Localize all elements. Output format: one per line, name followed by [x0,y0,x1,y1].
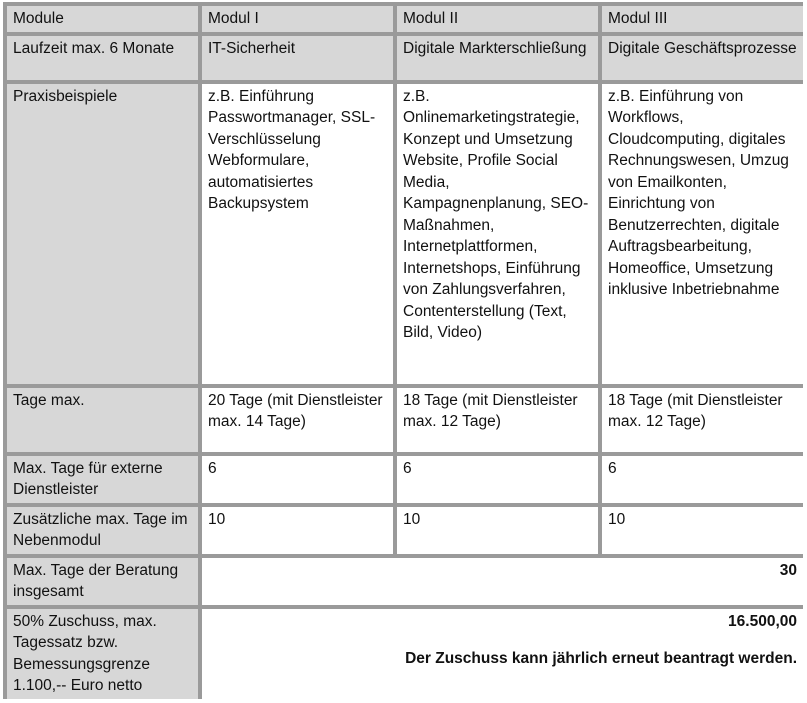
header-modul-3: Modul III [602,6,803,32]
tage-max-modul-1: 20 Tage (mit Dienstleister max. 14 Tage) [202,388,393,452]
praxisbeispiele-modul-3: z.B. Einführung von Workflows, Cloudcomputing, digitales Rechnungswesen, Umzug von Emailkonten, Einrichtung von Benutzerrechten, digitale Auftragsbearbeitung, Homeoffice, Umsetzung inklusive Inbetriebnahme [602,84,803,384]
zuschuss-cell [202,609,803,699]
laufzeit-modul-3: Digitale Geschäftsprozesse [602,36,803,80]
externe-dienstleister-label: Max. Tage für externe Dienstleister [7,456,198,503]
praxisbeispiele-row [7,84,803,384]
funding-table-container [3,2,803,699]
nebenmodul-modul-3: 10 [602,507,803,554]
tage-max-label: Tage max. [7,388,198,452]
laufzeit-modul-1: IT-Sicherheit [202,36,393,80]
header-modul-1: Modul I [202,6,393,32]
praxisbeispiele-modul-2: z.B. Onlinemarketingstrategie, Konzept und Umsetzung Website, Profile Social Media, Kampagnenplanung, SEO-Maßnahmen, Internetplattformen, Internetshops, Einführung von Zahlungsverfahren, Contenterstellung (Text, Bild, Video) [397,84,598,384]
nebenmodul-row [7,507,803,554]
beratung-gesamt-value: 30 [202,558,803,605]
zuschuss-value: 16.500,00 [728,612,797,630]
zuschuss-label: 50% Zuschuss, max. Tagessatz bzw. Bemessungsgrenze 1.100,-- Euro netto [7,609,198,699]
beratung-gesamt-row [7,558,803,605]
tage-max-modul-3: 18 Tage (mit Dienstleister max. 12 Tage) [602,388,803,452]
tage-max-modul-2: 18 Tage (mit Dienstleister max. 12 Tage) [397,388,598,452]
nebenmodul-modul-1: 10 [202,507,393,554]
praxisbeispiele-modul-1: z.B. Einführung Passwortmanager, SSL-Verschlüsselung Webformulare, automatisiertes Backupsystem [202,84,393,384]
funding-modules-table [3,2,807,703]
laufzeit-modul-2: Digitale Markterschließung [397,36,598,80]
laufzeit-label: Laufzeit max. 6 Monate [7,36,198,80]
header-module: Module [7,6,198,32]
externe-dienstleister-modul-2: 6 [397,456,598,503]
laufzeit-row [7,36,803,80]
nebenmodul-label: Zusätzliche max. Tage im Nebenmodul [7,507,198,554]
header-modul-2: Modul II [397,6,598,32]
externe-dienstleister-row [7,456,803,503]
zuschuss-note: Der Zuschuss kann jährlich erneut beantragt werden. [405,650,797,667]
nebenmodul-modul-2: 10 [397,507,598,554]
table-header-row [7,6,803,32]
praxisbeispiele-label: Praxisbeispiele [7,84,198,384]
beratung-gesamt-label: Max. Tage der Beratung insgesamt [7,558,198,605]
externe-dienstleister-modul-1: 6 [202,456,393,503]
tage-max-row [7,388,803,452]
externe-dienstleister-modul-3: 6 [602,456,803,503]
zuschuss-row [7,609,803,699]
